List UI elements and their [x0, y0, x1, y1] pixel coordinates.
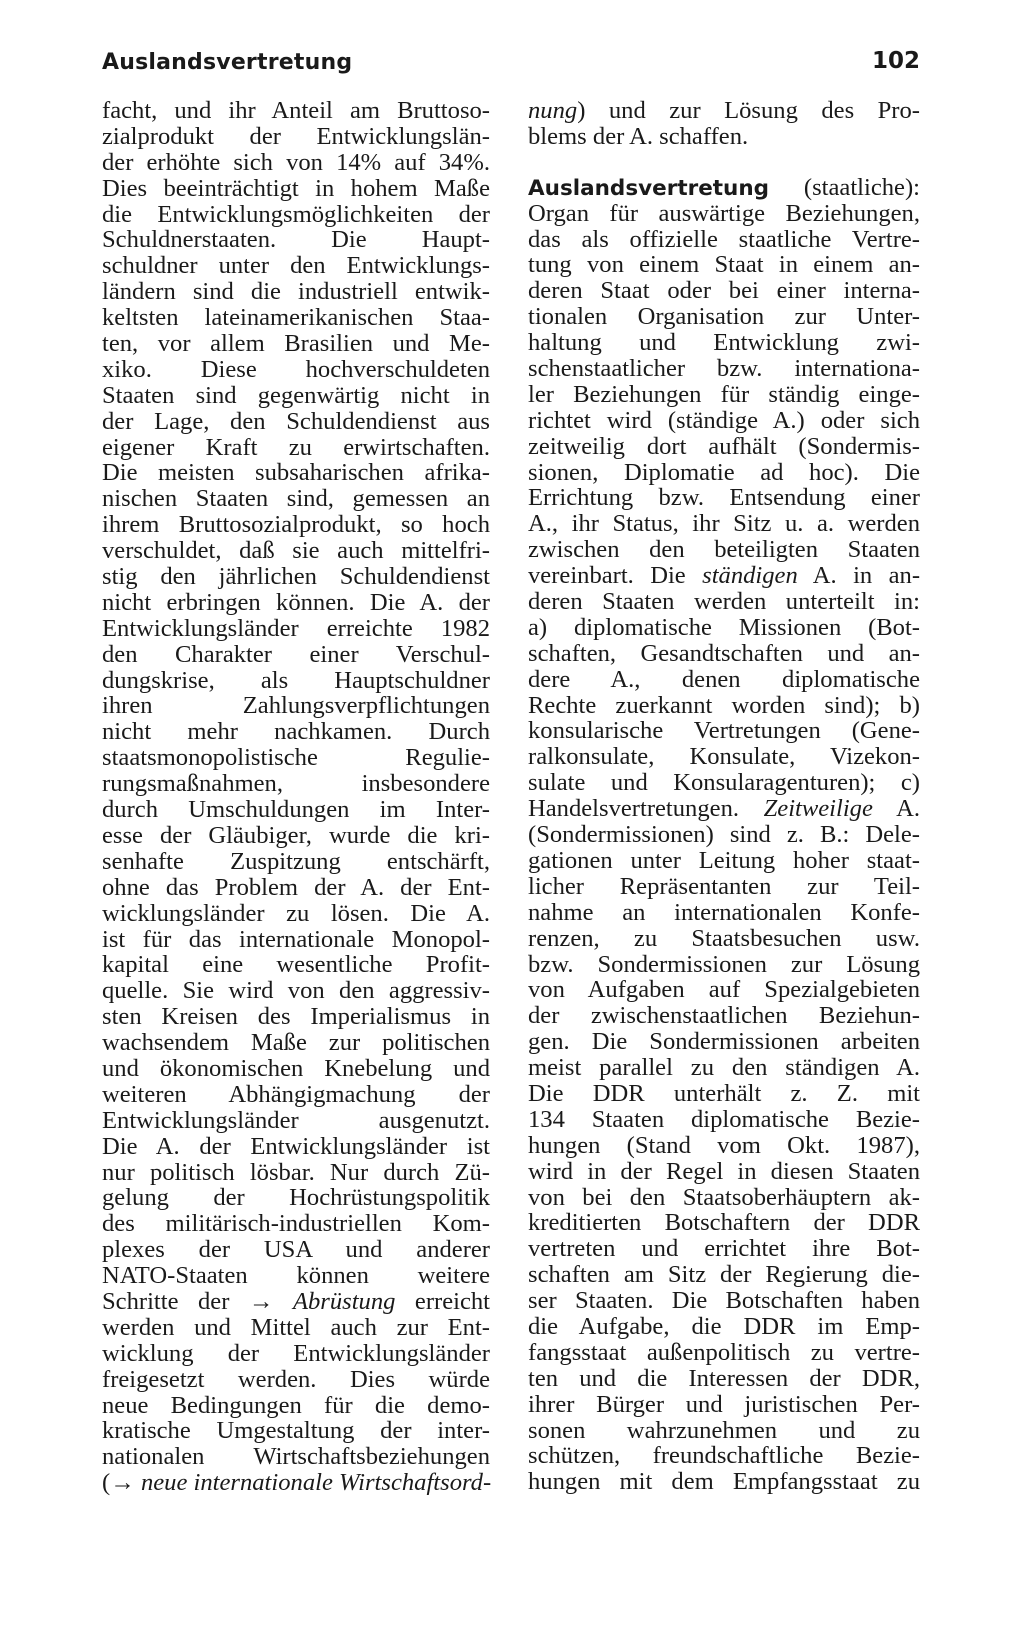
text-line: schützen, freundschaftliche Bezie- — [528, 1442, 920, 1470]
left-column — [102, 98, 490, 1496]
text-line: nationalen Wirtschaftsbeziehungen — [102, 1443, 490, 1471]
text-line: wachsendem Maße zur politischen — [102, 1029, 490, 1057]
text-line: (→ neue internationale Wirtschaftsord- — [102, 1469, 492, 1497]
text-line: A., ihr Status, ihr Sitz u. a. werden — [528, 510, 920, 538]
cross-reference: neue internationale Wirtschaftsord- — [140, 1469, 492, 1497]
text-line: der Lage, den Schuldendienst aus — [102, 407, 490, 435]
text-line: schuldner unter den Entwicklungs- — [102, 252, 490, 280]
text-line: ländern sind die industriell entwik- — [102, 278, 490, 306]
text-line: haltung und Entwicklung zwi- — [528, 329, 920, 357]
left-lines — [102, 1315, 490, 1470]
text-line: Handelsvertretungen. Zeitweilige A. — [528, 795, 921, 823]
text-line: sionen, Diplomatie ad hoc). Die — [528, 458, 920, 486]
text-line: 134 Staaten diplomatische Bezie- — [528, 1105, 920, 1133]
text-line: Errichtung bzw. Entsendung einer — [528, 484, 920, 512]
text-line: neue Bedingungen für die demo- — [102, 1391, 490, 1419]
text-line: dere A., denen diplomatische — [528, 665, 920, 693]
text-line: der zwischenstaatlichen Beziehun- — [528, 1002, 920, 1030]
text-line: durch Umschuldungen im Inter- — [102, 796, 490, 824]
text-line: Dies beeinträchtigt in hohem Maße — [102, 174, 490, 202]
text-line: (Sondermissionen) sind z. B.: Dele- — [528, 821, 920, 849]
text-line: gelung der Hochrüstungspolitik — [102, 1184, 490, 1212]
text-line: stig den jährlichen Schuldendienst — [102, 563, 490, 591]
text-line: ten und die Interessen der DDR, — [528, 1364, 920, 1392]
text-line: nicht erbringen können. Die A. der — [102, 588, 490, 616]
text-line: sten Kreisen des Imperialismus in — [102, 1003, 490, 1031]
text-line: Die meisten subsaharischen afrika- — [102, 459, 490, 487]
text-line: tionalen Organisation zur Unter- — [528, 303, 920, 331]
text-line: dungskrise, als Hauptschuldner — [102, 666, 490, 694]
text-line: meist parallel zu den ständigen A. — [528, 1054, 920, 1082]
text-line: hungen (Stand vom Okt. 1987), — [528, 1131, 920, 1159]
paragraph-gap — [528, 150, 920, 175]
text-line: zialprodukt der Entwicklungslän- — [102, 122, 490, 150]
text-line: ler Beziehungen für ständig einge- — [528, 380, 920, 408]
text-line: die Aufgabe, die DDR im Emp- — [528, 1312, 920, 1340]
text-line: bzw. Sondermissionen zur Lösung — [528, 950, 920, 978]
right-lines — [528, 589, 920, 796]
text-line: esse der Gläubiger, wurde die kri- — [102, 821, 490, 849]
text-line: deren Staaten werden unterteilt in: — [528, 588, 920, 616]
headword: Auslandsvertretung — [528, 175, 770, 201]
text-line: ohne das Problem der A. der Ent- — [102, 873, 490, 901]
text-line: gationen unter Leitung hoher staat- — [528, 846, 920, 874]
right-column — [528, 98, 920, 1495]
text-line: vereinbart. Die ständigen A. in an- — [528, 562, 921, 590]
text-line: konsularische Vertretungen (Gene- — [528, 717, 920, 745]
text-line: wird in der Regel in diesen Staaten — [528, 1157, 920, 1185]
text-line: freigesetzt werden. Dies würde — [102, 1365, 490, 1393]
text-line: senhafte Zuspitzung entschärft, — [102, 847, 490, 875]
text-line: Die DDR unterhält z. Z. mit — [528, 1079, 920, 1107]
text-line: und ökonomischen Knebelung und — [102, 1054, 490, 1082]
text-line: ser Staaten. Die Botschaften haben — [528, 1287, 920, 1315]
text-line: den Charakter einer Verschul- — [102, 640, 490, 668]
text-line: fangsstaat außenpolitisch zu vertre- — [528, 1338, 920, 1366]
text-line: kreditierten Botschaftern der DDR — [528, 1209, 920, 1237]
text-line: nischen Staaten sind, gemessen an — [102, 485, 490, 513]
right-lines — [528, 822, 920, 1495]
entry-headline: Auslandsvertretung (staatliche): — [528, 173, 920, 201]
text-line: licher Repräsentanten zur Teil- — [528, 872, 920, 900]
left-lines — [102, 98, 490, 1289]
text-line: gen. Die Sondermissionen arbeiten — [528, 1028, 920, 1056]
text-line: staatsmonopolistische Regulie- — [102, 744, 490, 772]
text-line: Rechte zuerkannt worden sind); b) — [528, 691, 920, 719]
text-line: schenstaatlicher bzw. internationa- — [528, 355, 920, 383]
text-line: ihrer Bürger und juristischen Per- — [528, 1390, 920, 1418]
text-line: sulate und Konsularagenturen); c) — [528, 769, 920, 797]
text-line: Die A. der Entwicklungsländer ist — [102, 1132, 490, 1160]
text-line: NATO-Staaten können weitere — [102, 1262, 490, 1290]
text-line: ten, vor allem Brasilien und Me- — [102, 330, 490, 358]
text-line: keltsten lateinamerikanischen Staa- — [102, 304, 490, 332]
text-line: nur politisch lösbar. Nur durch Zü- — [102, 1158, 490, 1186]
text-line: sonen wahrzunehmen und zu — [528, 1416, 920, 1444]
text-line: schaften, Gesandtschaften und an- — [528, 639, 920, 667]
text-line: ralkonsulate, Konsulate, Vizekon- — [528, 743, 920, 771]
text-line: zwischen den beteiligten Staaten — [528, 536, 920, 564]
text-line: kapital eine wesentliche Profit- — [102, 951, 490, 979]
text-line: rungsmaßnahmen, insbesondere — [102, 770, 490, 798]
text-line: nicht mehr nachkamen. Durch — [102, 718, 490, 746]
text-line: ist für das internationale Monopol- — [102, 925, 490, 953]
text-line: Entwicklungsländer erreichte 1982 — [102, 614, 490, 642]
text-line: die Entwicklungsmöglichkeiten der — [102, 200, 490, 228]
text-line: verschuldet, daß sie auch mittelfri- — [102, 537, 490, 565]
text-line: weiteren Abhängigmachung der — [102, 1080, 490, 1108]
text-line: facht, und ihr Anteil am Bruttoso- — [102, 97, 490, 124]
text-line: Entwicklungsländer ausgenutzt. — [102, 1106, 490, 1134]
text-line: der erhöhte sich von 14% auf 34%. — [102, 148, 490, 176]
text-line: Organ für auswärtige Beziehungen, — [528, 199, 920, 227]
text-line: schaften am Sitz der Regierung die- — [528, 1261, 920, 1289]
text-line: Schritte der → Abrüstung erreicht — [102, 1287, 490, 1315]
running-head: Auslandsvertretung — [102, 50, 353, 75]
text-line: deren Staat oder bei einer interna- — [528, 277, 920, 305]
text-line: von Aufgaben auf Spezialgebieten — [528, 976, 920, 1004]
text-line: werden und Mittel auch zur Ent- — [102, 1313, 490, 1341]
text-line: plexes der USA und anderer — [102, 1236, 490, 1264]
text-line: tung von einem Staat in einem an- — [528, 251, 920, 279]
text-line: hungen mit dem Empfangsstaat zu — [528, 1468, 920, 1496]
text-line: eigener Kraft zu erwirtschaften. — [102, 433, 490, 461]
text-line: quelle. Sie wird von den aggressiv- — [102, 977, 490, 1005]
text-line: a) diplomatische Missionen (Bot- — [528, 613, 920, 641]
text-line: nahme an internationalen Konfe- — [528, 898, 920, 926]
text-line: Schuldnerstaaten. Die Haupt- — [102, 226, 490, 254]
text-line: ihrem Bruttosozialprodukt, so hoch — [102, 511, 490, 539]
text-line: nung) und zur Lösung des Pro- — [528, 97, 920, 124]
right-lines — [528, 201, 920, 563]
text-line: kratische Umgestaltung der inter- — [102, 1417, 490, 1445]
cross-reference: Abrüstung — [292, 1287, 396, 1315]
text-line: zeitweilig dort aufhält (Sondermis- — [528, 432, 920, 460]
text-line: des militärisch-industriellen Kom- — [102, 1210, 490, 1238]
text-line: blems der A. schaffen. — [528, 122, 749, 150]
text-line: das als offizielle staatliche Vertre- — [528, 225, 920, 253]
text-line: renzen, zu Staatsbesuchen usw. — [528, 924, 920, 952]
page-number: 102 — [871, 48, 920, 74]
text-line: vertreten und errichtet ihre Bot- — [528, 1235, 920, 1263]
text-line: xiko. Diese hochverschuldeten — [102, 355, 490, 383]
text-line: ihren Zahlungsverpflichtungen — [102, 692, 490, 720]
text-line: wicklung der Entwicklungsländer — [102, 1339, 490, 1367]
text-line: von bei den Staatsoberhäuptern ak- — [528, 1183, 920, 1211]
text-line: richtet wird (ständige A.) oder sich — [528, 406, 920, 434]
text-line: wicklungsländer zu lösen. Die A. — [102, 899, 490, 927]
text-line: Staaten sind gegenwärtig nicht in — [102, 381, 490, 409]
